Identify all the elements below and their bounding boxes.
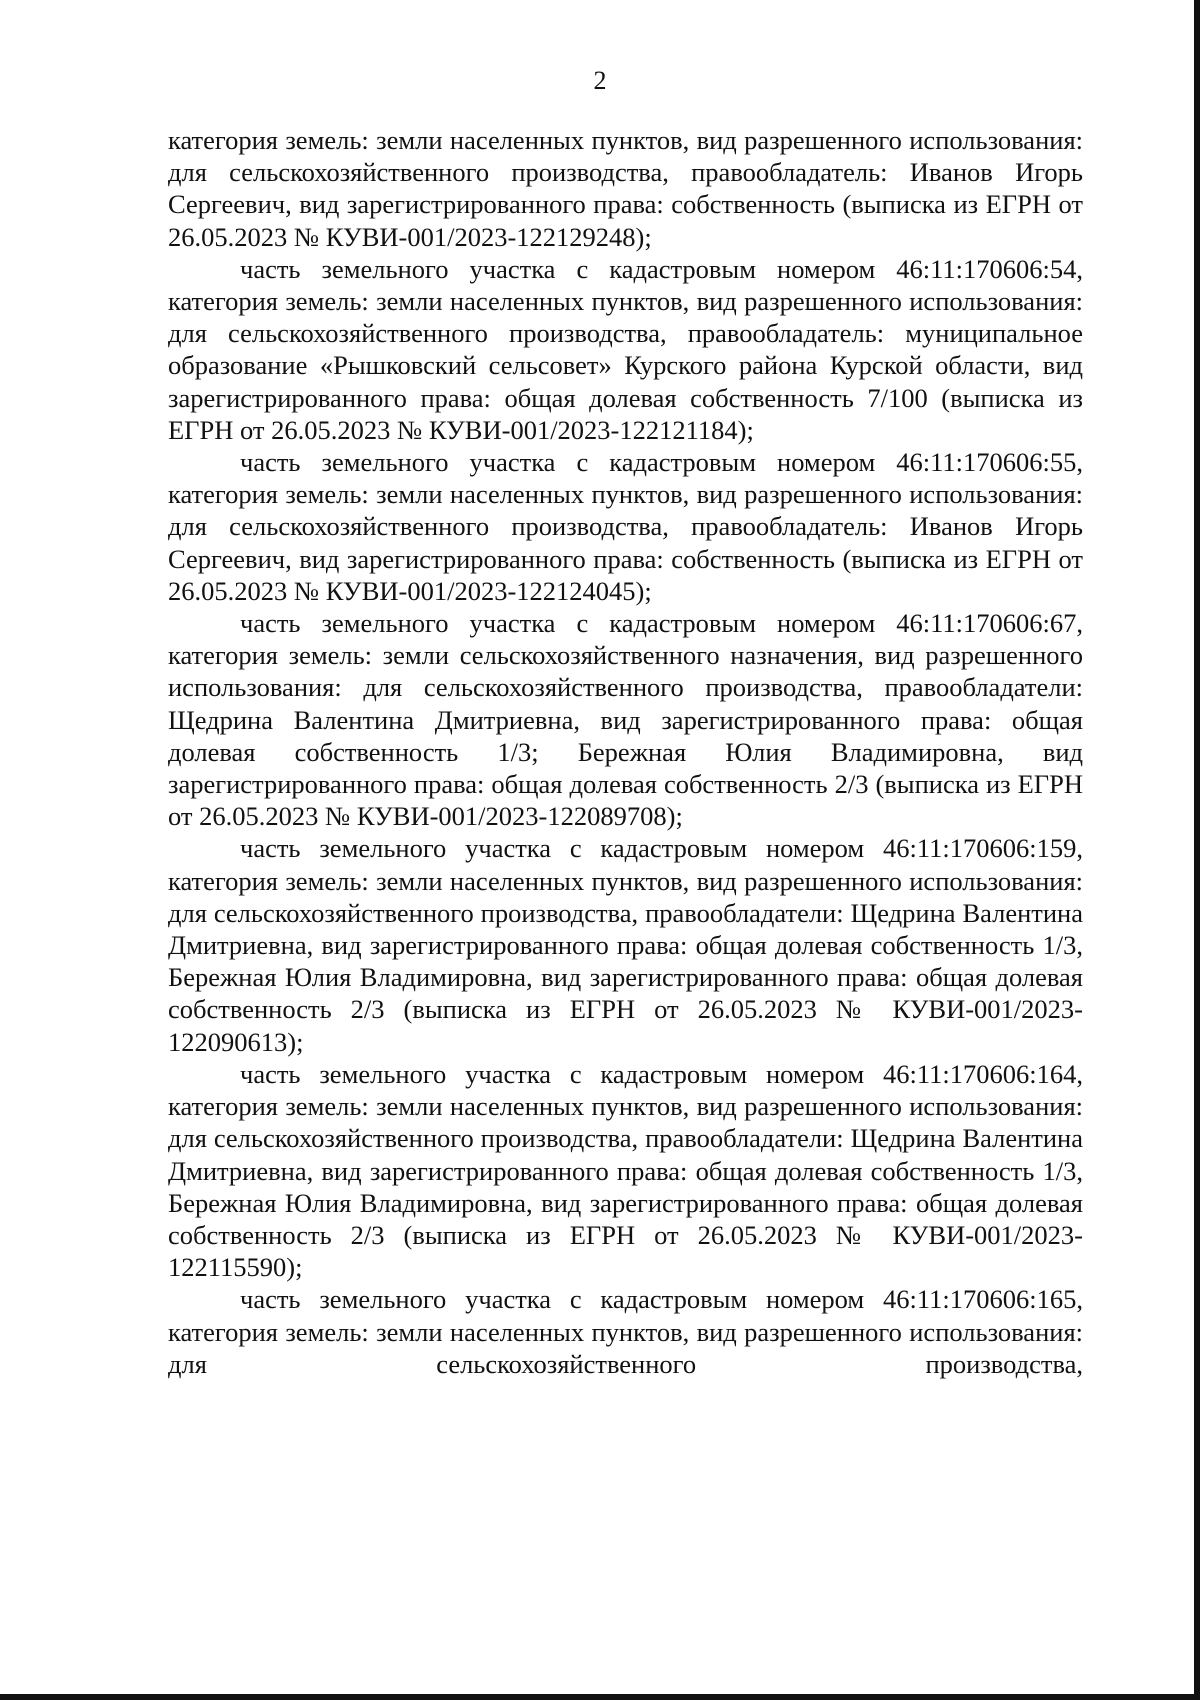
paragraph-continuation: категория земель: земли населенных пунктов, вид разрешенного использования: для сельскохозяйственного производства, правообладатель: Иванов Игорь Сергеевич, вид зарегистрированного права: собственность (выписка из ЕГРН от 26.05.2023 № КУВИ-001/2023-122129248); — [168, 125, 1083, 252]
paragraph-parcel-165: часть земельного участка с кадастровым номером 46:11:170606:165, категория земель: земли населенных пунктов, вид разрешенного использования: для сельскохозяйственного производства, — [168, 1284, 1083, 1379]
paragraph-parcel-164: часть земельного участка с кадастровым номером 46:11:170606:164, категория земель: земли населенных пунктов, вид разрешенного использования: для сельскохозяйственного производства, правообладатели: Щедрина Валентина Дмитриевна, вид зарегистрированного права: общая долевая собственность 1/3, Бережная Юлия Владимировна, вид зарегистрированного права: общая долевая собственность 2/3 (выписка из ЕГРН от 26.05.2023 № КУВИ-001/2023-122115590); — [168, 1058, 1083, 1283]
scan-edge-bottom — [0, 1694, 1200, 1700]
paragraph-parcel-159: часть земельного участка с кадастровым номером 46:11:170606:159, категория земель: земли населенных пунктов, вид разрешенного использования: для сельскохозяйственного производства, правообладатели: Щедрина Валентина Дмитриевна, вид зарегистрированного права: общая долевая собственность 1/3, Бережная Юлия Владимировна, вид зарегистрированного права: общая долевая собственность 2/3 (выписка из ЕГРН от 26.05.2023 № КУВИ-001/2023-122090613); — [168, 833, 1083, 1057]
scan-edge-right — [1194, 0, 1200, 1700]
paragraph-parcel-54: часть земельного участка с кадастровым номером 46:11:170606:54, категория земель: земли населенных пунктов, вид разрешенного использования: для сельскохозяйственного производства, правообладатель: муниципальное образование «Рышковский сельсовет» Курского района Курской области, вид зарегистрированного права: общая долевая собственность 7/100 (выписка из ЕГРН от 26.05.2023 № КУВИ-001/2023-122121184); — [168, 253, 1083, 445]
paragraph-parcel-67: часть земельного участка с кадастровым номером 46:11:170606:67, категория земель: земли сельскохозяйственного назначения, вид разрешенного использования: для сельскохозяйственного производства, правообладатели: Щедрина Валентина Дмитриевна, вид зарегистрированного права: общая долевая собственность 1/3; Бережная Юлия Владимировна, вид зарегистрированного права: общая долевая собственность 2/3 (выписка из ЕГРН от 26.05.2023 № КУВИ-001/2023-122089708); — [168, 608, 1083, 832]
paragraph-parcel-55: часть земельного участка с кадастровым номером 46:11:170606:55, категория земель: земли населенных пунктов, вид разрешенного использования: для сельскохозяйственного производства, правообладатель: Иванов Игорь Сергеевич, вид зарегистрированного права: собственность (выписка из ЕГРН от 26.05.2023 № КУВИ-001/2023-122124045); — [168, 447, 1083, 606]
page-number: 2 — [593, 66, 607, 95]
document-body — [168, 124, 1083, 1380]
